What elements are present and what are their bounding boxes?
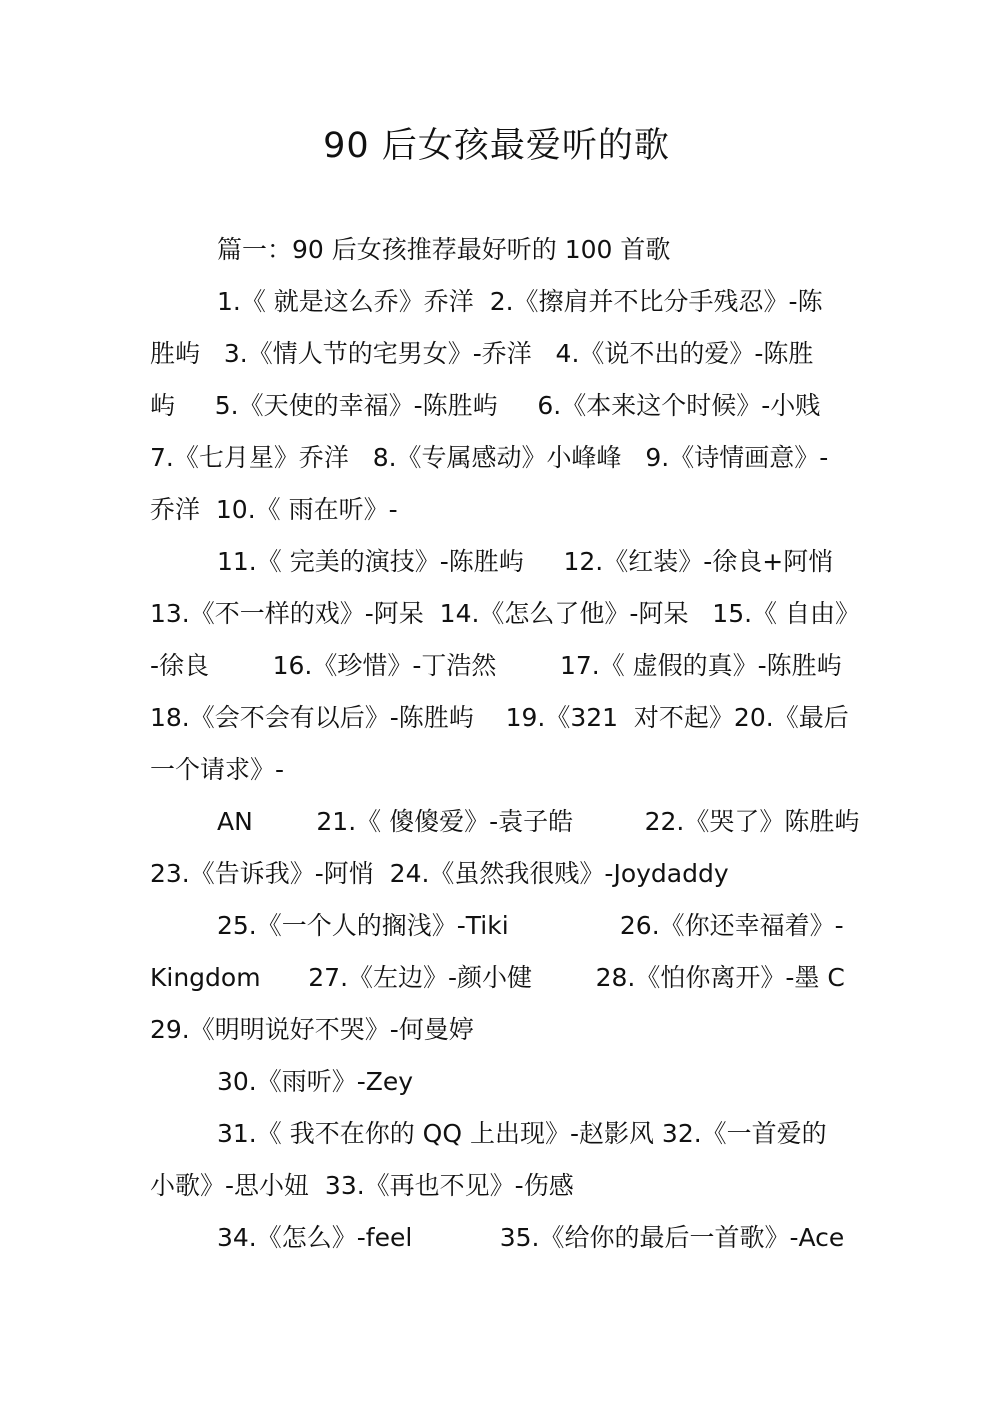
paragraph-line: 29.《明明说好不哭》-何曼婷 xyxy=(150,1015,474,1044)
paragraph-line: 小歌》-思小妞 33.《再也不见》-伤感 xyxy=(150,1171,574,1200)
paragraph-line: 13.《不一样的戏》-阿呆 14.《怎么了他》-阿呆 15.《 自由》 xyxy=(150,599,860,628)
paragraph-line: 31.《 我不在你的 QQ 上出现》-赵影风 32.《一首爱的 xyxy=(217,1119,827,1148)
document-title: 90 后女孩最爱听的歌 xyxy=(323,126,670,166)
paragraph-line: 34.《怎么》-feel 35.《给你的最后一首歌》-Ace xyxy=(217,1223,845,1252)
paragraph-line: 25.《一个人的搁浅》-Tiki 26.《你还幸福着》- xyxy=(217,911,844,940)
paragraph-line: 7.《七月星》乔洋 8.《专属感动》小峰峰 9.《诗情画意》- xyxy=(150,443,829,472)
paragraph-line: 18.《会不会有以后》-陈胜屿 19.《321 对不起》20.《最后 xyxy=(150,703,849,732)
paragraph-line: 篇一：90 后女孩推荐最好听的 100 首歌 xyxy=(217,235,671,264)
paragraph-line: 30.《雨听》-Zey xyxy=(217,1067,414,1096)
paragraph-line: AN 21.《 傻傻爱》-袁子皓 22.《哭了》陈胜屿 xyxy=(217,807,860,836)
paragraph-line: 屿 5.《天使的幸福》-陈胜屿 6.《本来这个时候》-小贱 xyxy=(150,391,821,420)
paragraph-line: 胜屿 3.《情人节的宅男女》-乔洋 4.《说不出的爱》-陈胜 xyxy=(150,339,814,368)
paragraph-line: 乔洋 10.《 雨在听》- xyxy=(150,495,398,524)
paragraph-line: -徐良 16.《珍惜》-丁浩然 17.《 虚假的真》-陈胜屿 xyxy=(150,651,842,680)
paragraph-line: 11.《 完美的演技》-陈胜屿 12.《红装》-徐良+阿悄 xyxy=(217,547,834,576)
paragraph-line: 1.《 就是这么乔》乔洋 2.《擦肩并不比分手残忍》-陈 xyxy=(217,287,823,316)
paragraph-line: Kingdom 27.《左边》-颜小健 28.《怕你离开》-墨 C xyxy=(150,963,845,992)
paragraph-line: 一个请求》- xyxy=(150,755,285,784)
paragraph-line: 23.《告诉我》-阿悄 24.《虽然我很贱》-Joydaddy xyxy=(150,859,729,888)
